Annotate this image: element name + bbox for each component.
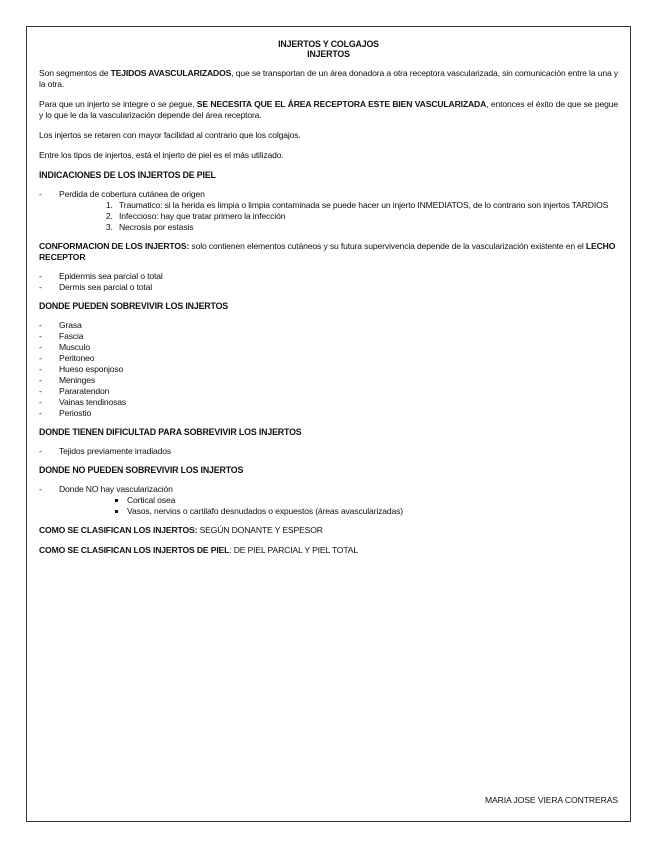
list-item: - Tejidos previamente irradiados	[39, 446, 618, 457]
text-run: Para que un injerto se integre o se pegue,	[39, 99, 197, 109]
no-sobrevivir-list	[39, 484, 618, 517]
list-item: - Fascia	[39, 331, 618, 342]
text-run: , que se transportan de un área donadora a otra receptora vascularizada, sin comunicación entre la una y la otra.	[39, 68, 619, 89]
sublist-item: 3. Necrosis por estasis	[115, 222, 618, 233]
list-item	[39, 484, 618, 517]
sublist-item: Vasos, nervios o cartilafo desnudados o expuestos (áreas avascularizadas)	[115, 506, 618, 517]
list-item: - Periostio	[39, 408, 618, 419]
title-line-1: INJERTOS Y COLGAJOS	[278, 39, 379, 49]
sobrevivir-heading: DONDE PUEDEN SOBREVIVIR LOS INJERTOS	[39, 301, 228, 311]
no-sobrevivir-heading: DONDE NO PUEDEN SOBREVIVIR LOS INJERTOS	[39, 465, 244, 475]
conformacion-list	[39, 271, 618, 293]
list-item: - Peritoneo	[39, 353, 618, 364]
text-run: Son segmentos de	[39, 68, 111, 78]
author-signature: MARIA JOSE VIERA CONTRERAS	[484, 795, 618, 805]
no-sobrevivir-sublist	[59, 495, 618, 517]
text-run: solo contienen elementos cutáneos y su futura supervivencia depende de la vascularización existente en el	[189, 241, 586, 251]
text-run: : DE PIEL PARCIAL Y PIEL TOTAL	[229, 545, 359, 555]
list-item-text: Perdida de cobertura cutánea de origen	[59, 189, 205, 199]
sublist-item: Cortical osea	[115, 495, 618, 506]
clasifican-piel-paragraph	[39, 545, 618, 556]
list-item: - Grasa	[39, 320, 618, 331]
list-item	[39, 189, 618, 233]
list-item: - Vainas tendinosas	[39, 397, 618, 408]
list-item: - Meninges	[39, 375, 618, 386]
indicaciones-list	[39, 189, 618, 233]
text-run: , entonces el éxito de que se pegue y lo que le da la vascularización depende del área receptora.	[39, 99, 618, 120]
dificultad-heading: DONDE TIENEN DIFICULTAD PARA SOBREVIVIR LOS INJERTOS	[39, 427, 302, 437]
bold-run: LECHO RECEPTOR	[39, 241, 616, 262]
clasifican-paragraph	[39, 525, 618, 536]
list-item: - Dermis sea parcial o total	[39, 282, 618, 293]
intro-paragraph-3: Los injertos se retaren con mayor facilidad al contrario que los colgajos.	[39, 130, 301, 140]
conformacion-paragraph	[39, 241, 618, 263]
indicaciones-sublist	[59, 200, 618, 233]
bold-run: CONFORMACION DE LOS INJERTOS:	[39, 241, 190, 251]
sublist-item: 1. Traumatico: si la herida es limpia o limpia contaminada se puede hacer un injerto INMEDIATOS, de lo contrario son injertos TARDIOS	[115, 200, 618, 211]
bold-run: COMO SE CLASIFICAN LOS INJERTOS:	[39, 525, 198, 535]
dificultad-list	[39, 446, 618, 457]
intro-paragraph-4: Entre los tipos de injertos, está el injerto de piel es el más utilizado.	[39, 150, 284, 160]
document-title	[39, 39, 618, 59]
list-item: - Epidermis sea parcial o total	[39, 271, 618, 282]
document-page	[26, 26, 631, 822]
document-content	[39, 39, 618, 565]
bold-run: COMO SE CLASIFICAN LOS INJERTOS DE PIEL	[39, 545, 230, 555]
intro-paragraph-2	[39, 99, 618, 121]
list-item: - Hueso esponjoso	[39, 364, 618, 375]
list-item: - Musculo	[39, 342, 618, 353]
sublist-item: 2. Infeccioso: hay que tratar primero la infección	[115, 211, 618, 222]
list-item-text: Donde NO hay vascularización	[59, 484, 173, 494]
list-item: - Pararatendon	[39, 386, 618, 397]
title-line-2: INJERTOS	[307, 49, 350, 59]
bold-run: TEJIDOS AVASCULARIZADOS	[110, 68, 232, 78]
intro-paragraph-1	[39, 68, 618, 90]
indicaciones-heading: INDICACIONES DE LOS INJERTOS DE PIEL	[39, 170, 216, 180]
text-run: SEGÚN DONANTE Y ESPESOR	[197, 525, 323, 535]
sobrevivir-list	[39, 320, 618, 419]
bold-run: SE NECESITA QUE EL ÁREA RECEPTORA ESTE BIEN VASCULARIZADA	[196, 99, 487, 109]
